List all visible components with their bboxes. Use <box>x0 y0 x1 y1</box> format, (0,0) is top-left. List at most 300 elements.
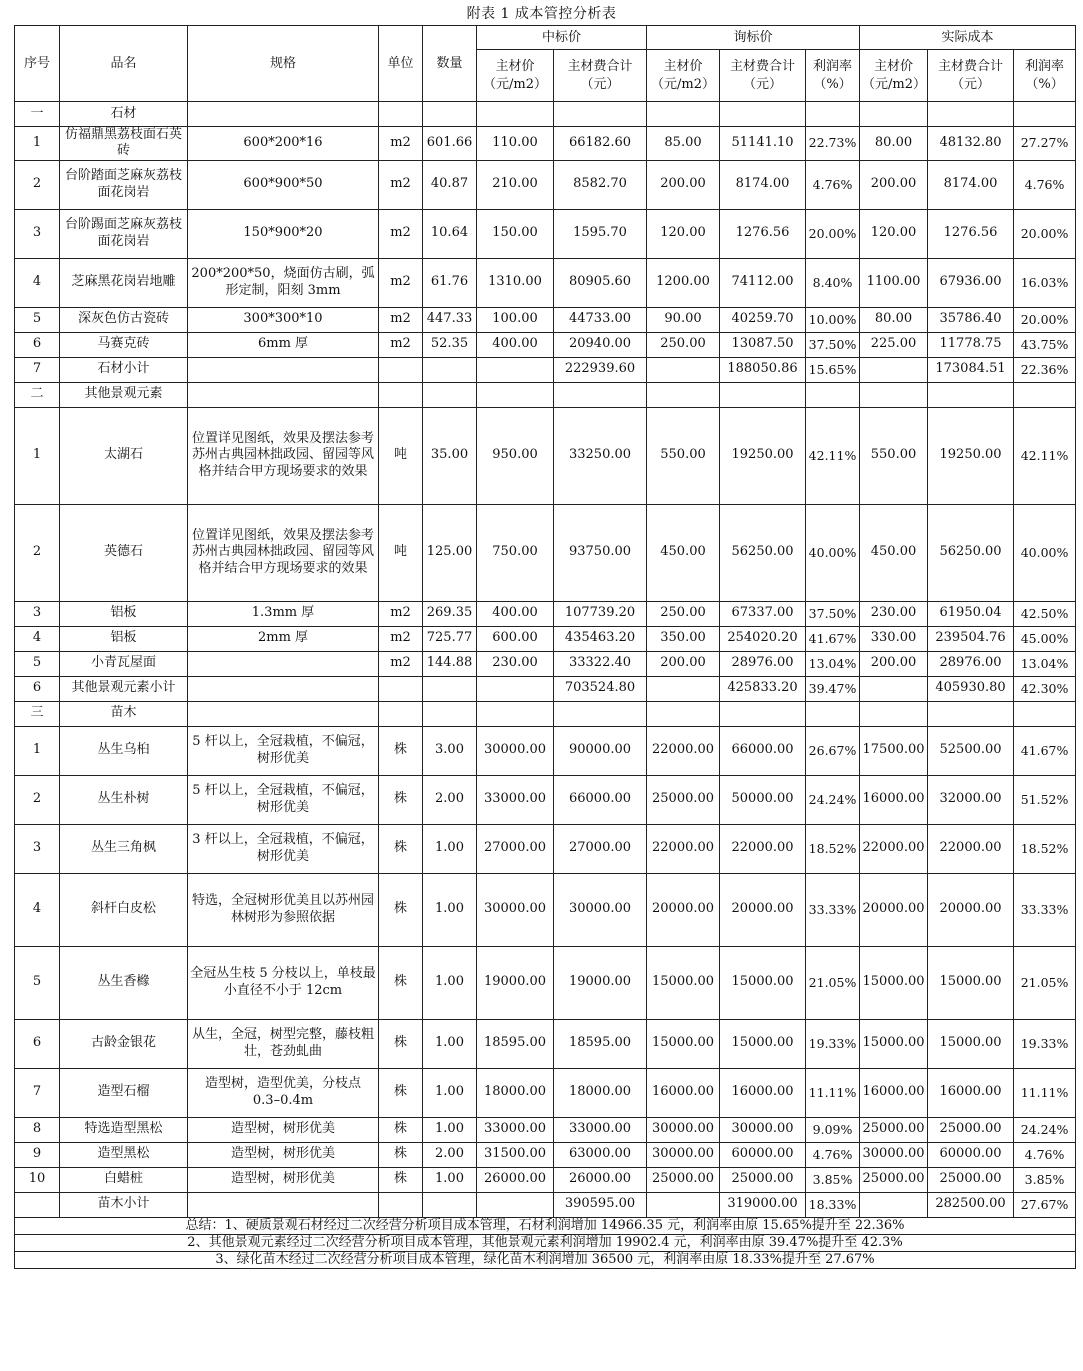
item-name: 铝板 <box>60 626 188 651</box>
inquiry-price: 200.00 <box>647 160 720 209</box>
item-spec: 位置详见图纸，效果及摆法参考苏州古典园林拙政园、留园等风格并结合甲方现场要求的效果 <box>188 407 379 504</box>
empty-cell <box>860 701 928 726</box>
bid-total: 107739.20 <box>554 601 647 626</box>
item-qty: 144.88 <box>423 651 477 676</box>
item-qty: 2.00 <box>423 1142 477 1167</box>
bid-price <box>477 357 554 382</box>
item-name: 马赛克砖 <box>60 332 188 357</box>
inquiry-margin: 22.73% <box>806 127 860 161</box>
actual-total: 22000.00 <box>928 824 1014 873</box>
inquiry-price <box>647 357 720 382</box>
inquiry-total: 188050.86 <box>720 357 806 382</box>
bid-price: 33000.00 <box>477 775 554 824</box>
actual-margin: 20.00% <box>1014 209 1076 258</box>
item-qty: 1.00 <box>423 1068 477 1117</box>
item-spec: 200*200*50，烧面仿古刷，弧形定制，阳刻 3mm <box>188 258 379 307</box>
row-seq: 2 <box>15 160 60 209</box>
actual-total: 282500.00 <box>928 1192 1014 1217</box>
row-seq: 4 <box>15 626 60 651</box>
empty-cell <box>860 102 928 127</box>
item-unit: m2 <box>379 601 423 626</box>
inquiry-total: 67337.00 <box>720 601 806 626</box>
table-row <box>15 258 1076 307</box>
bid-price: 400.00 <box>477 332 554 357</box>
bid-total: 33322.40 <box>554 651 647 676</box>
item-spec <box>188 1192 379 1217</box>
header-unit: 单位 <box>379 26 423 102</box>
bid-total: 26000.00 <box>554 1167 647 1192</box>
bid-price: 30000.00 <box>477 873 554 946</box>
actual-total: 239504.76 <box>928 626 1014 651</box>
item-spec: 5 杆以上，全冠栽植，不偏冠，树形优美 <box>188 775 379 824</box>
actual-margin: 43.75% <box>1014 332 1076 357</box>
inquiry-total: 51141.10 <box>720 127 806 161</box>
actual-total: 405930.80 <box>928 676 1014 701</box>
inquiry-total: 30000.00 <box>720 1117 806 1142</box>
row-seq: 3 <box>15 601 60 626</box>
table-row <box>15 775 1076 824</box>
bid-price: 1310.00 <box>477 258 554 307</box>
inquiry-margin: 41.67% <box>806 626 860 651</box>
row-seq: 1 <box>15 127 60 161</box>
actual-total: 25000.00 <box>928 1117 1014 1142</box>
inquiry-total: 56250.00 <box>720 504 806 601</box>
inquiry-margin: 24.24% <box>806 775 860 824</box>
inquiry-price: 90.00 <box>647 307 720 332</box>
empty-cell <box>720 701 806 726</box>
empty-cell <box>928 382 1014 407</box>
bid-total: 80905.60 <box>554 258 647 307</box>
empty-cell <box>423 382 477 407</box>
empty-cell <box>928 701 1014 726</box>
bid-total: 44733.00 <box>554 307 647 332</box>
row-seq: 2 <box>15 504 60 601</box>
item-unit: m2 <box>379 258 423 307</box>
empty-cell <box>806 102 860 127</box>
inquiry-margin: 3.85% <box>806 1167 860 1192</box>
inquiry-total: 319000.00 <box>720 1192 806 1217</box>
bid-price: 750.00 <box>477 504 554 601</box>
empty-cell <box>554 701 647 726</box>
item-qty: 1.00 <box>423 873 477 946</box>
actual-price: 200.00 <box>860 160 928 209</box>
actual-price <box>860 676 928 701</box>
actual-total: 35786.40 <box>928 307 1014 332</box>
actual-price <box>860 1192 928 1217</box>
header-qty: 数量 <box>423 26 477 102</box>
item-qty: 1.00 <box>423 946 477 1019</box>
table-row <box>15 407 1076 504</box>
header-name: 品名 <box>60 26 188 102</box>
empty-cell <box>806 382 860 407</box>
item-name: 台阶踢面芝麻灰荔枝面花岗岩 <box>60 209 188 258</box>
item-name: 丛生三角枫 <box>60 824 188 873</box>
row-seq: 6 <box>15 676 60 701</box>
header-act-price: 主材价 （元/m2） <box>860 50 928 102</box>
item-unit <box>379 1192 423 1217</box>
header-inq-margin: 利润率 （%） <box>806 50 860 102</box>
bid-price: 950.00 <box>477 407 554 504</box>
actual-total: 19250.00 <box>928 407 1014 504</box>
item-unit: m2 <box>379 651 423 676</box>
actual-margin: 19.33% <box>1014 1019 1076 1068</box>
inquiry-total: 15000.00 <box>720 1019 806 1068</box>
item-name: 古龄金银花 <box>60 1019 188 1068</box>
actual-price: 80.00 <box>860 127 928 161</box>
bid-total: 66000.00 <box>554 775 647 824</box>
actual-total: 56250.00 <box>928 504 1014 601</box>
section-header-row <box>15 382 1076 407</box>
table-row <box>15 824 1076 873</box>
item-qty <box>423 357 477 382</box>
table-summary <box>15 1217 1076 1269</box>
item-unit: 株 <box>379 946 423 1019</box>
item-spec: 从生，全冠，树型完整，藤枝粗壮，苍劲虬曲 <box>188 1019 379 1068</box>
bid-price: 100.00 <box>477 307 554 332</box>
item-unit: m2 <box>379 307 423 332</box>
header-act-margin: 利润率 （%） <box>1014 50 1076 102</box>
empty-cell <box>928 102 1014 127</box>
actual-price: 120.00 <box>860 209 928 258</box>
row-seq: 2 <box>15 775 60 824</box>
table-row <box>15 1019 1076 1068</box>
item-unit: m2 <box>379 332 423 357</box>
item-qty: 61.76 <box>423 258 477 307</box>
item-name: 芝麻黑花岗岩地雕 <box>60 258 188 307</box>
inquiry-margin: 19.33% <box>806 1019 860 1068</box>
table-row <box>15 127 1076 161</box>
item-unit: 吨 <box>379 407 423 504</box>
inquiry-margin: 10.00% <box>806 307 860 332</box>
bid-price: 210.00 <box>477 160 554 209</box>
item-unit: 株 <box>379 1142 423 1167</box>
bid-total: 390595.00 <box>554 1192 647 1217</box>
inquiry-margin: 33.33% <box>806 873 860 946</box>
item-name: 太湖石 <box>60 407 188 504</box>
inquiry-price <box>647 676 720 701</box>
header-bid-total: 主材费合计 （元） <box>554 50 647 102</box>
item-unit <box>379 357 423 382</box>
item-spec: 3 杆以上，全冠栽植，不偏冠，树形优美 <box>188 824 379 873</box>
bid-price: 150.00 <box>477 209 554 258</box>
row-seq: 9 <box>15 1142 60 1167</box>
item-qty: 2.00 <box>423 775 477 824</box>
empty-cell <box>806 701 860 726</box>
cost-analysis-table <box>14 25 1076 1269</box>
item-name: 丛生朴树 <box>60 775 188 824</box>
table-row <box>15 1167 1076 1192</box>
bid-total: 63000.00 <box>554 1142 647 1167</box>
inquiry-price: 85.00 <box>647 127 720 161</box>
actual-price: 16000.00 <box>860 1068 928 1117</box>
inquiry-price: 550.00 <box>647 407 720 504</box>
item-name: 台阶踏面芝麻灰荔枝面花岗岩 <box>60 160 188 209</box>
actual-price: 80.00 <box>860 307 928 332</box>
row-seq: 7 <box>15 1068 60 1117</box>
inquiry-margin: 26.67% <box>806 726 860 775</box>
actual-total: 11778.75 <box>928 332 1014 357</box>
actual-total: 8174.00 <box>928 160 1014 209</box>
actual-price: 330.00 <box>860 626 928 651</box>
item-qty: 1.00 <box>423 1167 477 1192</box>
actual-total: 16000.00 <box>928 1068 1014 1117</box>
inquiry-total: 254020.20 <box>720 626 806 651</box>
item-unit: 株 <box>379 775 423 824</box>
inquiry-margin: 18.52% <box>806 824 860 873</box>
table-header <box>15 26 1076 102</box>
inquiry-total: 13087.50 <box>720 332 806 357</box>
item-unit: 株 <box>379 824 423 873</box>
item-spec: 300*300*10 <box>188 307 379 332</box>
item-name: 造型石榴 <box>60 1068 188 1117</box>
item-unit: m2 <box>379 160 423 209</box>
item-name: 特选造型黑松 <box>60 1117 188 1142</box>
table-row <box>15 726 1076 775</box>
actual-margin: 21.05% <box>1014 946 1076 1019</box>
table-row <box>15 1068 1076 1117</box>
actual-price: 20000.00 <box>860 873 928 946</box>
item-spec: 2mm 厚 <box>188 626 379 651</box>
inquiry-margin: 37.50% <box>806 601 860 626</box>
inquiry-total: 15000.00 <box>720 946 806 1019</box>
inquiry-margin: 4.76% <box>806 160 860 209</box>
bid-total: 19000.00 <box>554 946 647 1019</box>
inquiry-total: 25000.00 <box>720 1167 806 1192</box>
empty-cell <box>860 382 928 407</box>
item-name: 丛生香橼 <box>60 946 188 1019</box>
item-name: 英德石 <box>60 504 188 601</box>
item-unit: 株 <box>379 1019 423 1068</box>
item-spec: 特选，全冠树形优美且以苏州园林树形为参照依据 <box>188 873 379 946</box>
actual-price: 25000.00 <box>860 1117 928 1142</box>
actual-margin: 24.24% <box>1014 1117 1076 1142</box>
actual-price: 225.00 <box>860 332 928 357</box>
empty-cell <box>477 382 554 407</box>
actual-total: 20000.00 <box>928 873 1014 946</box>
table-row <box>15 357 1076 382</box>
item-qty: 125.00 <box>423 504 477 601</box>
actual-margin: 16.03% <box>1014 258 1076 307</box>
bid-total: 33000.00 <box>554 1117 647 1142</box>
bid-price: 600.00 <box>477 626 554 651</box>
section-name: 石材 <box>60 102 188 127</box>
row-seq: 1 <box>15 726 60 775</box>
bid-total: 435463.20 <box>554 626 647 651</box>
table-row <box>15 946 1076 1019</box>
header-inq-total: 主材费合计 （元） <box>720 50 806 102</box>
item-unit: m2 <box>379 209 423 258</box>
item-unit: 株 <box>379 726 423 775</box>
item-name: 斜杆白皮松 <box>60 873 188 946</box>
inquiry-total: 60000.00 <box>720 1142 806 1167</box>
inquiry-price: 22000.00 <box>647 824 720 873</box>
table-row <box>15 651 1076 676</box>
inquiry-total: 19250.00 <box>720 407 806 504</box>
inquiry-margin: 20.00% <box>806 209 860 258</box>
item-unit: 株 <box>379 1117 423 1142</box>
empty-cell <box>647 102 720 127</box>
inquiry-price: 450.00 <box>647 504 720 601</box>
summary-line-plants: 3、绿化苗木经过二次经营分析项目成本管理，绿化苗木利润增加 36500 元，利润率由原 18.33%提升至 27.67% <box>15 1252 1076 1269</box>
inquiry-price: 1200.00 <box>647 258 720 307</box>
table-row <box>15 307 1076 332</box>
item-spec: 600*200*16 <box>188 127 379 161</box>
bid-total: 66182.60 <box>554 127 647 161</box>
empty-cell <box>1014 701 1076 726</box>
actual-margin: 42.11% <box>1014 407 1076 504</box>
item-name: 仿福鼎黑荔枝面石英砖 <box>60 127 188 161</box>
inquiry-margin: 42.11% <box>806 407 860 504</box>
actual-price: 15000.00 <box>860 1019 928 1068</box>
empty-cell <box>379 382 423 407</box>
inquiry-total: 50000.00 <box>720 775 806 824</box>
bid-total: 18595.00 <box>554 1019 647 1068</box>
table-row <box>15 209 1076 258</box>
table-row <box>15 873 1076 946</box>
row-seq: 1 <box>15 407 60 504</box>
empty-cell <box>647 701 720 726</box>
section-seq: 三 <box>15 701 60 726</box>
actual-total: 48132.80 <box>928 127 1014 161</box>
row-seq: 4 <box>15 258 60 307</box>
bid-price: 27000.00 <box>477 824 554 873</box>
table-caption: 附表 1 成本管控分析表 <box>466 6 617 22</box>
actual-price: 16000.00 <box>860 775 928 824</box>
inquiry-price: 200.00 <box>647 651 720 676</box>
actual-margin: 51.52% <box>1014 775 1076 824</box>
empty-cell <box>554 382 647 407</box>
inquiry-price: 15000.00 <box>647 946 720 1019</box>
empty-cell <box>554 102 647 127</box>
item-qty: 40.87 <box>423 160 477 209</box>
inquiry-price: 30000.00 <box>647 1117 720 1142</box>
item-spec <box>188 676 379 701</box>
empty-cell <box>647 382 720 407</box>
item-spec <box>188 357 379 382</box>
bid-price: 110.00 <box>477 127 554 161</box>
bid-total: 20940.00 <box>554 332 647 357</box>
inquiry-total: 20000.00 <box>720 873 806 946</box>
table-row <box>15 1117 1076 1142</box>
inquiry-margin: 4.76% <box>806 1142 860 1167</box>
actual-price: 15000.00 <box>860 946 928 1019</box>
actual-total: 52500.00 <box>928 726 1014 775</box>
inquiry-margin: 15.65% <box>806 357 860 382</box>
empty-cell <box>379 701 423 726</box>
inquiry-price: 250.00 <box>647 601 720 626</box>
actual-price: 450.00 <box>860 504 928 601</box>
inquiry-total: 74112.00 <box>720 258 806 307</box>
item-name: 铝板 <box>60 601 188 626</box>
actual-total: 25000.00 <box>928 1167 1014 1192</box>
item-unit: 吨 <box>379 504 423 601</box>
empty-cell <box>1014 382 1076 407</box>
actual-price: 1100.00 <box>860 258 928 307</box>
empty-cell <box>188 102 379 127</box>
actual-margin: 41.67% <box>1014 726 1076 775</box>
bid-total: 90000.00 <box>554 726 647 775</box>
actual-margin: 4.76% <box>1014 160 1076 209</box>
table-body <box>15 102 1076 1218</box>
bid-total: 33250.00 <box>554 407 647 504</box>
table-row <box>15 626 1076 651</box>
bid-total: 8582.70 <box>554 160 647 209</box>
item-spec: 造型树，树形优美 <box>188 1142 379 1167</box>
item-qty: 725.77 <box>423 626 477 651</box>
actual-margin: 27.27% <box>1014 127 1076 161</box>
item-qty: 1.00 <box>423 824 477 873</box>
item-unit: m2 <box>379 127 423 161</box>
empty-cell <box>720 382 806 407</box>
item-name: 其他景观元素小计 <box>60 676 188 701</box>
empty-cell <box>423 701 477 726</box>
row-seq: 5 <box>15 946 60 1019</box>
table-row <box>15 1142 1076 1167</box>
bid-price: 33000.00 <box>477 1117 554 1142</box>
header-seq: 序号 <box>15 26 60 102</box>
inquiry-margin: 39.47% <box>806 676 860 701</box>
actual-margin: 13.04% <box>1014 651 1076 676</box>
item-qty <box>423 676 477 701</box>
inquiry-price: 120.00 <box>647 209 720 258</box>
table-row <box>15 601 1076 626</box>
inquiry-total: 1276.56 <box>720 209 806 258</box>
item-spec: 位置详见图纸，效果及摆法参考苏州古典园林拙政园、留园等风格并结合甲方现场要求的效果 <box>188 504 379 601</box>
section-name: 苗木 <box>60 701 188 726</box>
bid-price: 18595.00 <box>477 1019 554 1068</box>
actual-price: 230.00 <box>860 601 928 626</box>
item-spec <box>188 651 379 676</box>
item-qty: 52.35 <box>423 332 477 357</box>
bid-price <box>477 1192 554 1217</box>
header-inq-price: 主材价 （元/m2） <box>647 50 720 102</box>
empty-cell <box>477 102 554 127</box>
inquiry-total: 8174.00 <box>720 160 806 209</box>
bid-price: 400.00 <box>477 601 554 626</box>
summary-line-landscape: 2、其他景观元素经过二次经营分析项目成本管理，其他景观元素利润增加 19902.4 元，利润率由原 39.47%提升至 42.3% <box>15 1234 1076 1251</box>
bid-total: 93750.00 <box>554 504 647 601</box>
item-name: 丛生乌桕 <box>60 726 188 775</box>
item-qty: 601.66 <box>423 127 477 161</box>
item-name: 石材小计 <box>60 357 188 382</box>
actual-margin: 27.67% <box>1014 1192 1076 1217</box>
table-row <box>15 160 1076 209</box>
empty-cell <box>477 701 554 726</box>
actual-total: 61950.04 <box>928 601 1014 626</box>
actual-price: 200.00 <box>860 651 928 676</box>
inquiry-price <box>647 1192 720 1217</box>
actual-margin: 3.85% <box>1014 1167 1076 1192</box>
actual-price <box>860 357 928 382</box>
item-spec: 150*900*20 <box>188 209 379 258</box>
table-row <box>15 676 1076 701</box>
item-unit: 株 <box>379 873 423 946</box>
item-qty: 10.64 <box>423 209 477 258</box>
actual-total: 28976.00 <box>928 651 1014 676</box>
section-name: 其他景观元素 <box>60 382 188 407</box>
bid-total: 30000.00 <box>554 873 647 946</box>
section-header-row <box>15 102 1076 127</box>
row-seq: 10 <box>15 1167 60 1192</box>
inquiry-margin: 8.40% <box>806 258 860 307</box>
actual-margin: 18.52% <box>1014 824 1076 873</box>
empty-cell <box>1014 102 1076 127</box>
inquiry-total: 66000.00 <box>720 726 806 775</box>
item-spec: 全冠丛生枝 5 分枝以上，单枝最小直径不小于 12cm <box>188 946 379 1019</box>
bid-total: 27000.00 <box>554 824 647 873</box>
row-seq: 6 <box>15 1019 60 1068</box>
table-row <box>15 1192 1076 1217</box>
